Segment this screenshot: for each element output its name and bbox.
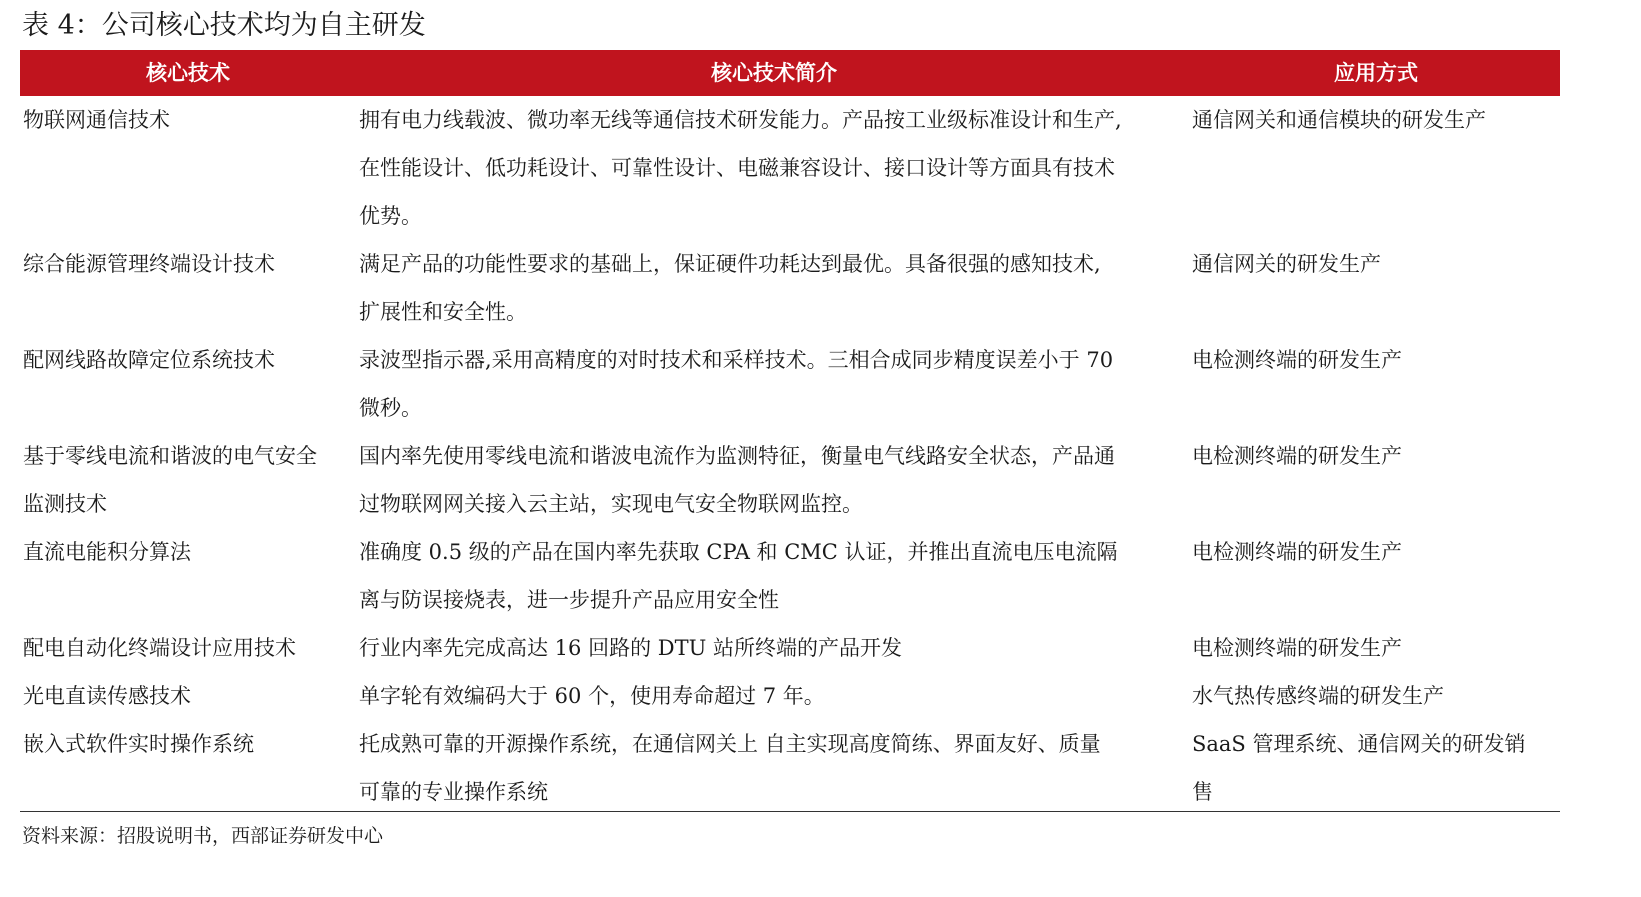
table-body [20, 96, 1560, 816]
cell-line: 扩展性和安全性。 [359, 300, 527, 324]
cell-line: 优势。 [359, 204, 422, 228]
cell-usage [1192, 432, 1560, 480]
cell-line: 直流电能积分算法 [23, 540, 191, 564]
cell-usage [1192, 528, 1560, 576]
cell-line: 监测技术 [23, 492, 107, 516]
cell-intro [359, 432, 1189, 528]
cell-line: 行业内率先完成高达 16 回路的 DTU 站所终端的产品开发 [359, 636, 902, 660]
cell-line: 过物联网网关接入云主站，实现电气安全物联网监控。 [359, 492, 863, 516]
table-bottom-rule [20, 811, 1560, 812]
cell-intro [359, 96, 1189, 240]
cell-usage [1192, 96, 1560, 144]
cell-line: 配网线路故障定位系统技术 [23, 348, 275, 372]
source-note: 资料来源：招股说明书，西部证券研发中心 [22, 825, 384, 847]
cell-line: 录波型指示器,采用高精度的对时技术和采样技术。三相合成同步精度误差小于 70 [359, 348, 1114, 372]
table-row [20, 96, 1560, 240]
cell-line: 满足产品的功能性要求的基础上，保证硬件功耗达到最优。具备很强的感知技术, [359, 252, 1101, 276]
cell-line: 综合能源管理终端设计技术 [23, 252, 275, 276]
cell-tech [23, 240, 353, 288]
cell-tech [23, 96, 353, 144]
cell-intro [359, 720, 1189, 816]
cell-line: 配电自动化终端设计应用技术 [23, 636, 296, 660]
cell-intro [359, 240, 1189, 336]
cell-line: 托成熟可靠的开源操作系统，在通信网关上 自主实现高度简练、界面友好、质量 [359, 732, 1101, 756]
cell-line: 国内率先使用零线电流和谐波电流作为监测特征，衡量电气线路安全状态，产品通 [359, 444, 1115, 468]
cell-line: 可靠的专业操作系统 [359, 780, 548, 804]
cell-usage [1192, 240, 1560, 288]
cell-line: 电检测终端的研发生产 [1192, 636, 1402, 660]
header-core-technology: 核心技术 [146, 60, 230, 85]
table-row [20, 528, 1560, 624]
cell-tech [23, 720, 353, 768]
table-title: 表 4：公司核心技术均为自主研发 [22, 10, 426, 41]
cell-usage [1192, 336, 1560, 384]
cell-line: 离与防误接烧表，进一步提升产品应用安全性 [359, 588, 779, 612]
cell-tech [23, 432, 353, 528]
cell-line: 单字轮有效编码大于 60 个，使用寿命超过 7 年。 [359, 684, 825, 708]
cell-line: 售 [1192, 780, 1213, 804]
cell-line: 通信网关和通信模块的研发生产 [1192, 108, 1486, 132]
cell-line: 微秒。 [359, 396, 422, 420]
cell-line: 电检测终端的研发生产 [1192, 444, 1402, 468]
cell-tech [23, 336, 353, 384]
cell-line: 通信网关的研发生产 [1192, 252, 1381, 276]
cell-line: 准确度 0.5 级的产品在国内率先获取 CPA 和 CMC 认证，并推出直流电压电流隔 [359, 540, 1118, 564]
cell-usage [1192, 672, 1560, 720]
cell-line: 光电直读传感技术 [23, 684, 191, 708]
table-row [20, 720, 1560, 816]
cell-intro [359, 672, 1189, 720]
header-application: 应用方式 [1334, 60, 1418, 85]
cell-intro [359, 336, 1189, 432]
table-row [20, 240, 1560, 336]
cell-tech [23, 672, 353, 720]
cell-line: 基于零线电流和谐波的电气安全 [23, 444, 317, 468]
cell-tech [23, 624, 353, 672]
cell-intro [359, 624, 1189, 672]
table-row [20, 336, 1560, 432]
cell-line: 嵌入式软件实时操作系统 [23, 732, 254, 756]
cell-line: 电检测终端的研发生产 [1192, 540, 1402, 564]
table-header [20, 50, 1560, 96]
header-technology-intro: 核心技术简介 [711, 60, 837, 85]
table-row [20, 672, 1560, 720]
cell-line: 在性能设计、低功耗设计、可靠性设计、电磁兼容设计、接口设计等方面具有技术 [359, 156, 1115, 180]
table-row [20, 624, 1560, 672]
cell-intro [359, 528, 1189, 624]
cell-line: 拥有电力线载波、微功率无线等通信技术研发能力。产品按工业级标准设计和生产, [359, 108, 1122, 132]
cell-usage [1192, 624, 1560, 672]
cell-line: 物联网通信技术 [23, 108, 170, 132]
table-row [20, 432, 1560, 528]
cell-tech [23, 528, 353, 576]
cell-usage [1192, 720, 1560, 816]
cell-line: 电检测终端的研发生产 [1192, 348, 1402, 372]
cell-line: 水气热传感终端的研发生产 [1192, 684, 1444, 708]
cell-line: SaaS 管理系统、通信网关的研发销 [1192, 732, 1526, 756]
